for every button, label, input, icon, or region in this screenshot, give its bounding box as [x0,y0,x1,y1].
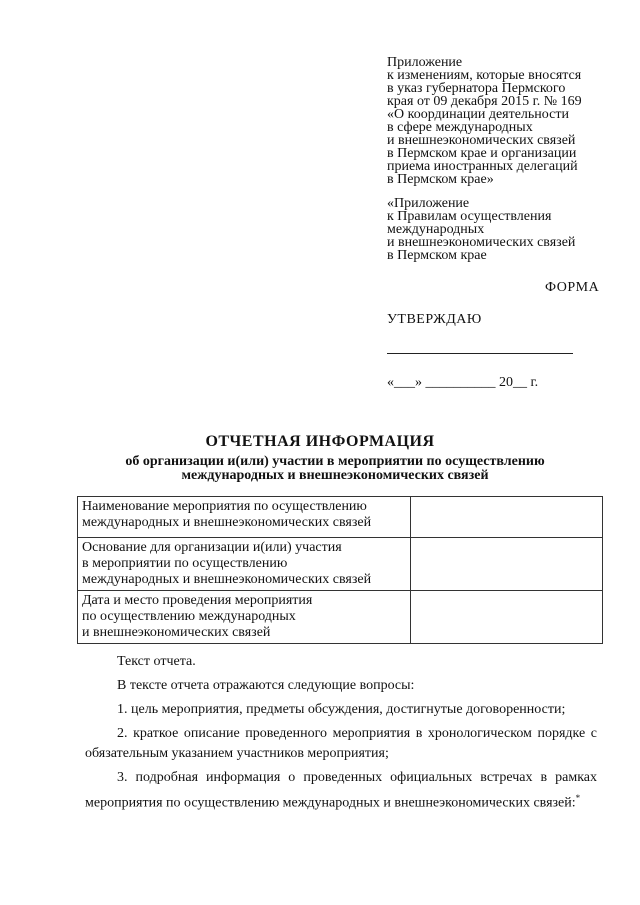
appendix-line: «О координации деятельности [387,107,569,122]
row-label [78,538,411,591]
appendix-line: края от 09 декабря 2015 г. № 169 [387,94,582,109]
question-item: 1. цель мероприятия, предметы обсуждения, достигнутые договоренности; [117,702,566,717]
question-item [85,768,597,814]
appendix-line: приема иностранных делегаций [387,159,578,174]
subtitle-line: международных и внешнеэкономических связей [181,468,489,483]
report-body [85,652,597,814]
row-value-cell[interactable] [411,538,603,591]
document-title: ОТЧЕТНАЯ ИНФОРМАЦИЯ [205,433,435,450]
appendix-line: в сфере международных [387,120,533,135]
label-line: по осуществлению международных [82,609,296,624]
label-line: международных и внешнеэкономических связей [82,572,372,587]
date-line: «___» __________ 20__ г. [387,375,539,390]
appendix-line: к изменениям, которые вносятся [387,68,582,83]
question-item: 2. краткое описание проведенного мероприятия в хронологическом порядке с обязательным указанием участников мероприятия; [85,726,597,761]
row-label [78,497,411,538]
questions-intro: В тексте отчета отражаются следующие вопросы: [117,678,415,693]
label-line: международных и внешнеэкономических связей [82,515,372,530]
appendix-line: в Пермском крае и организации [387,146,577,161]
subtitle-line: об организации и(или) участии в мероприятии по осуществлению [125,454,545,469]
row-label [78,591,411,644]
label-line: Дата и место проведения мероприятия [82,593,313,608]
appendix-rules-block [387,197,627,262]
appendix-line: в Пермском крае [387,248,487,263]
label-line: в мероприятии по осуществлению [82,556,288,571]
row-value-cell[interactable] [411,591,603,644]
appendix-line: к Правилам осуществления [387,209,552,224]
appendix-line: международных [387,222,485,237]
appendix-header-block [387,56,627,186]
signature-line [387,353,573,354]
table-row [78,591,603,644]
appendix-line: в указ губернатора Пермского [387,81,566,96]
footnote-mark: * [575,793,581,803]
report-text-label: Текст отчета. [117,654,196,669]
table-row [78,497,603,538]
report-table [77,496,603,644]
row-value-cell[interactable] [411,497,603,538]
approve-label: УТВЕРЖДАЮ [387,312,482,327]
appendix-line: «Приложение [387,196,470,211]
label-line: Наименование мероприятия по осуществлению [82,499,367,514]
appendix-line: в Пермском крае» [387,172,494,187]
question-item-text: 3. подробная информация о проведенных официальных встречах в рамках мероприятия по осуществлению международных и внешнеэкономических связей: [85,770,597,811]
appendix-line: и внешнеэкономических связей [387,133,576,148]
appendix-line: Приложение [387,55,463,70]
label-line: и внешнеэкономических связей [82,625,271,640]
form-label: ФОРМА [545,280,600,295]
appendix-line: и внешнеэкономических связей [387,235,576,250]
document-subtitle [95,455,575,483]
label-line: Основание для организации и(или) участия [82,540,342,555]
table-row [78,538,603,591]
